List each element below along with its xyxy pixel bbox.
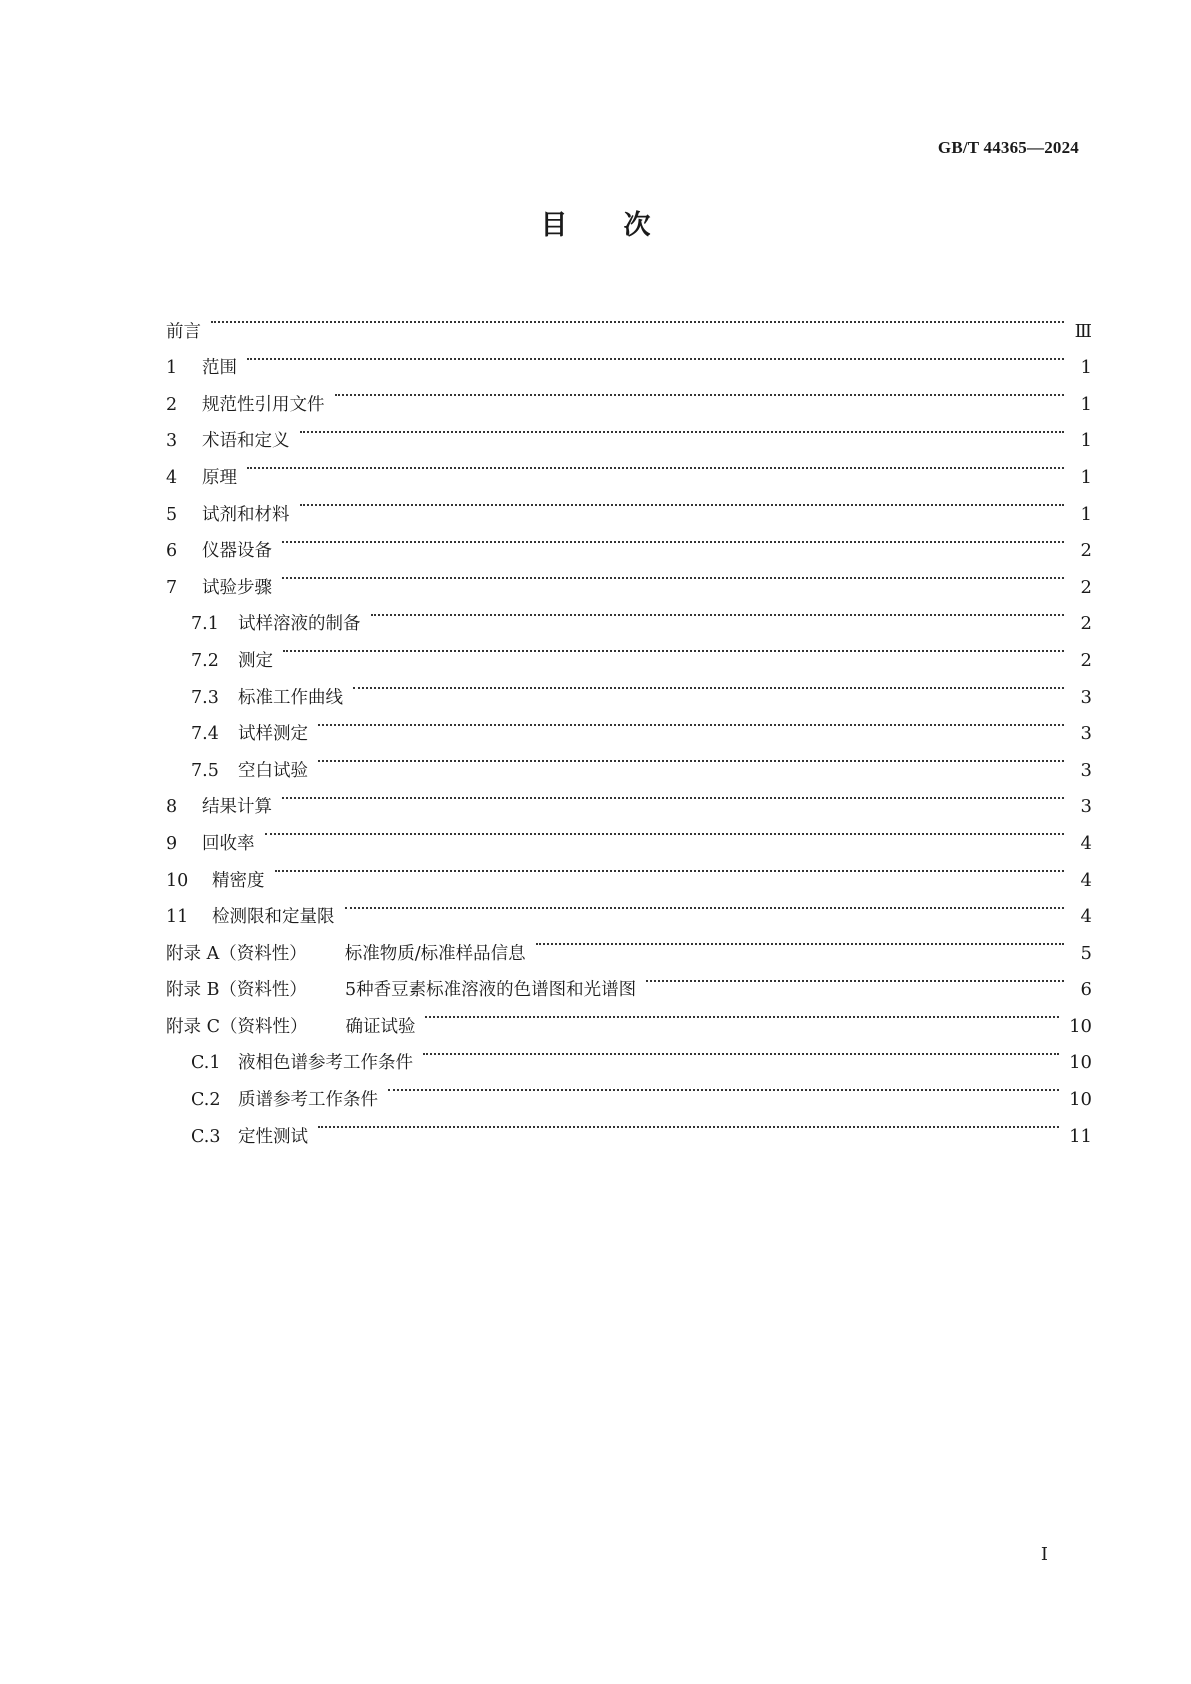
- toc-entry-page: 4: [1080, 832, 1092, 854]
- toc-entry-page: 2: [1080, 649, 1092, 671]
- dot-leader: [318, 739, 1064, 776]
- toc-entry-number: 6: [166, 541, 178, 562]
- toc-entry-number: 7.3: [191, 687, 219, 708]
- dot-leader: [247, 446, 1064, 483]
- dot-leader: [388, 1068, 1059, 1105]
- toc-entry-number: 8: [166, 797, 178, 818]
- toc-entry-10[interactable]: [166, 849, 1092, 891]
- dot-leader: [335, 373, 1065, 410]
- toc-entry-title: 试验步骤: [202, 577, 272, 598]
- toc-entry-number: C.1: [191, 1053, 221, 1074]
- dot-leader: [536, 922, 1064, 959]
- toc-entry-title: 标准物质/标准样品信息: [344, 943, 526, 964]
- dot-leader: [300, 483, 1065, 520]
- toc-entry-page: Ⅲ: [1074, 320, 1092, 342]
- toc-entry-page: 3: [1080, 686, 1092, 708]
- toc-entry-title: 范围: [202, 358, 237, 379]
- toc-entry-number: 7: [166, 577, 178, 598]
- toc-entry-page: 2: [1080, 613, 1092, 635]
- toc-entry-page: 1: [1080, 393, 1092, 415]
- toc-entry-2[interactable]: [166, 373, 1092, 415]
- dot-leader: [646, 959, 1064, 996]
- toc-entry-5[interactable]: [166, 483, 1092, 525]
- toc-entry-number: 11: [166, 907, 189, 928]
- dot-leader: [345, 886, 1065, 923]
- toc-entry-title: 质谱参考工作条件: [238, 1090, 378, 1111]
- toc-entry-title: 结果计算: [202, 797, 272, 818]
- toc-entry-number: 3: [166, 431, 178, 452]
- dot-leader: [283, 629, 1064, 666]
- toc-entry-3[interactable]: [166, 410, 1092, 452]
- toc-entry-7-1[interactable]: [166, 593, 1092, 635]
- toc-entry-page: 3: [1080, 759, 1092, 781]
- toc-entry-title: 精密度: [212, 870, 265, 891]
- dot-leader: [300, 410, 1065, 447]
- toc-entry-title: 试样测定: [238, 724, 308, 745]
- toc-entry-page: 4: [1080, 869, 1092, 891]
- toc-entry-number: C.3: [191, 1126, 221, 1147]
- dot-leader: [211, 300, 1064, 337]
- toc-entry-title: 仪器设备: [202, 541, 272, 562]
- toc-entry-number: 10: [166, 870, 189, 891]
- toc-entry-number: 7.5: [191, 760, 219, 781]
- toc-entry-page: 3: [1080, 796, 1092, 818]
- toc-entry-page: 4: [1080, 906, 1092, 928]
- page-number: I: [1040, 1544, 1048, 1565]
- toc-entry-11[interactable]: [166, 886, 1092, 928]
- toc-entry-page: 3: [1080, 723, 1092, 745]
- toc-entry-title: 术语和定义: [202, 431, 290, 452]
- toc-entry-title: 定性测试: [238, 1126, 308, 1147]
- toc-entry-title: 原理: [202, 467, 237, 488]
- toc-entry-1[interactable]: [166, 337, 1092, 379]
- toc-entry-number: C.2: [191, 1090, 221, 1111]
- dot-leader: [275, 849, 1065, 886]
- toc-entry-page: 1: [1080, 430, 1092, 452]
- toc-entry-number: 5: [166, 504, 178, 525]
- toc-entry-title: 液相色谱参考工作条件: [238, 1053, 413, 1074]
- annex-label: 附录 B（资料性）: [166, 980, 307, 1001]
- toc-entry-page: 10: [1069, 1052, 1092, 1074]
- toc-entry-title: 试样溶液的制备: [238, 614, 361, 635]
- dot-leader: [318, 1105, 1059, 1142]
- toc-entry-title: 标准工作曲线: [238, 687, 343, 708]
- toc-entry-page: 1: [1080, 466, 1092, 488]
- toc-entry-title: 回收率: [202, 833, 255, 854]
- toc-entry-title: 测定: [238, 650, 273, 671]
- toc-entry-page: 10: [1069, 1089, 1092, 1111]
- dot-leader: [282, 520, 1064, 557]
- dot-leader: [371, 593, 1065, 630]
- toc-entry-title: 确证试验: [345, 1016, 416, 1037]
- toc-entry-title: 规范性引用文件: [202, 394, 325, 415]
- toc-entry-page: 6: [1080, 979, 1092, 1001]
- toc-entry-page: 11: [1069, 1125, 1092, 1147]
- toc-entry-number: 7.1: [191, 614, 219, 635]
- toc-entry-title: 检测限和定量限: [212, 907, 335, 928]
- toc-entry-7-2[interactable]: [166, 629, 1092, 671]
- toc-entry-number: 4: [166, 467, 178, 488]
- toc-entry-number: 9: [166, 833, 178, 854]
- toc-entry-7-3[interactable]: [166, 666, 1092, 708]
- toc-entry-number: 2: [166, 394, 178, 415]
- dot-leader: [265, 812, 1065, 849]
- dot-leader: [425, 995, 1059, 1032]
- toc-entry-title: 5种香豆素标准溶液的色谱图和光谱图: [344, 980, 637, 1001]
- dot-leader: [247, 337, 1064, 374]
- toc-entry-7[interactable]: [166, 556, 1092, 598]
- toc-entry-title: 试剂和材料: [202, 504, 290, 525]
- dot-leader: [353, 666, 1064, 703]
- annex-label: 附录 A（资料性）: [166, 943, 307, 964]
- toc-entry-9[interactable]: [166, 812, 1092, 854]
- toc-entry-title: 前言: [166, 321, 201, 342]
- dot-leader: [318, 703, 1064, 740]
- toc-entry-page: 1: [1080, 503, 1092, 525]
- toc-entry-page: 2: [1080, 576, 1092, 598]
- toc-entry-number: 7.2: [191, 650, 219, 671]
- toc-entry-page: 2: [1080, 540, 1092, 562]
- toc-entry-page: 5: [1080, 942, 1092, 964]
- table-of-contents: [166, 300, 1092, 1147]
- page-title: 目次: [540, 210, 707, 241]
- toc-entry-number: 7.4: [191, 724, 219, 745]
- dot-leader: [282, 776, 1064, 813]
- toc-entry-8[interactable]: [166, 776, 1092, 818]
- standard-number: GB/T 44365—2024: [937, 138, 1079, 157]
- toc-entry-foreword[interactable]: [166, 300, 1092, 342]
- dot-leader: [282, 556, 1064, 593]
- toc-entry-6[interactable]: [166, 520, 1092, 562]
- dot-leader: [423, 1032, 1059, 1069]
- toc-entry-4[interactable]: [166, 446, 1092, 488]
- annex-label: 附录 C（资料性）: [166, 1016, 308, 1037]
- toc-entry-page: 1: [1080, 357, 1092, 379]
- toc-entry-page: 10: [1069, 1015, 1092, 1037]
- toc-entry-title: 空白试验: [238, 760, 308, 781]
- toc-entry-number: 1: [166, 358, 178, 379]
